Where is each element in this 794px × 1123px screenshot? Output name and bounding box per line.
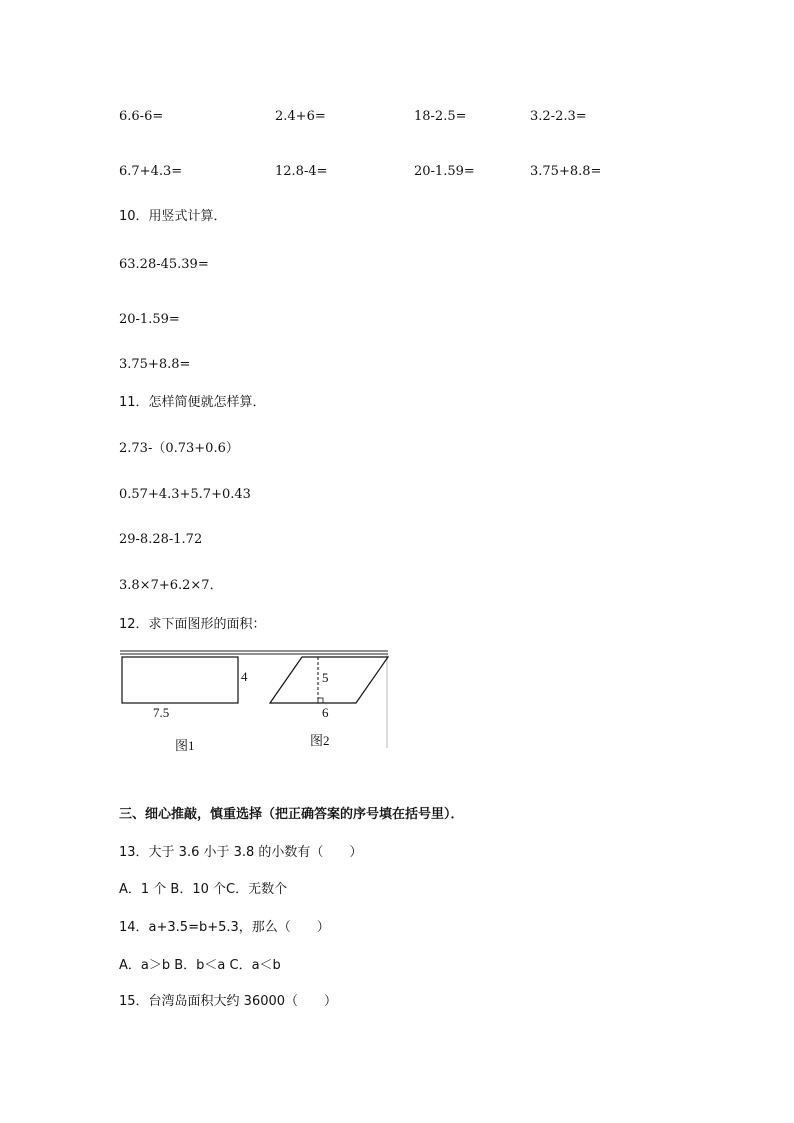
right-angle-mark [318,698,323,703]
q11-title: 11．怎样简便就怎样算． [119,395,266,410]
q13-question: 13．大于 3.6 小于 3.8 的小数有（ ） [119,845,363,860]
q11-item: 2.73-（0.73+0.6） [119,441,239,456]
q15-question: 15．台湾岛面积大约 36000（ ） [119,994,338,1009]
arith-item: 3.75+8.8= [530,164,602,179]
q11-item: 0.57+4.3+5.7+0.43 [119,487,251,502]
arith-item: 3.2-2.3= [530,109,587,124]
section3-title: 三、细心推敲，慎重选择（把正确答案的序号填在括号里）． [119,807,464,822]
arith-item: 2.4+6= [275,109,326,124]
arith-item: 20-1.59= [414,164,475,179]
arith-item: 18-2.5= [414,109,467,124]
q14-question: 14．a+3.5=b+5.3，那么（ ） [119,920,330,935]
q13-options: A．1 个 B．10 个C．无数个 [119,882,288,897]
q10-item: 3.75+8.8= [119,357,191,372]
fig2-caption: 图2 [310,733,330,748]
q12-title: 12．求下面图形的面积： [119,617,266,632]
fig2-height-label: 5 [322,670,329,685]
q10-item: 20-1.59= [119,312,180,327]
fig1-width-label: 7.5 [153,705,170,720]
fig2-base-label: 6 [322,705,329,720]
q14-options: A．a＞b B．b＜a C．a＜b [119,958,281,973]
q10-item: 63.28-45.39= [119,257,209,272]
fig1-height-label: 4 [241,669,248,684]
parallelogram-figure [270,657,388,703]
arith-item: 6.6-6= [119,109,164,124]
rectangle-figure [122,657,238,703]
q11-item: 29-8.28-1.72 [119,532,203,547]
arith-item: 12.8-4= [275,164,328,179]
q11-item: 3.8×7+6.2×7． [119,578,223,593]
fig1-caption: 图1 [175,738,195,753]
q10-title: 10．用竖式计算． [119,209,227,224]
arith-item: 6.7+4.3= [119,164,183,179]
